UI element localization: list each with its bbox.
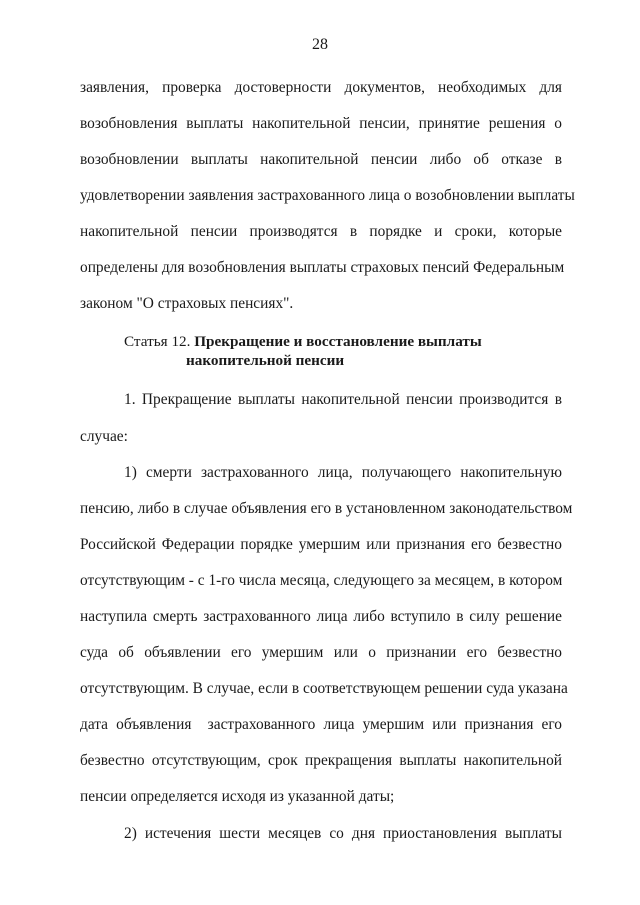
paragraph-3-line: наступила смерть застрахованного лица либо вступило в силу решение: [80, 608, 562, 625]
page-number: 28: [312, 36, 328, 53]
paragraph-3-line: отсутствующим. В случае, если в соответствующем решении суда указана: [80, 680, 568, 697]
paragraph-3-line: пенсии определяется исходя из указанной даты;: [80, 788, 395, 805]
paragraph-1-line: удовлетворении заявления застрахованного лица о возобновлении выплаты: [80, 187, 575, 204]
paragraph-3-line: суда об объявлении его умершим или о признании его безвестно: [80, 644, 562, 661]
article-title: Прекращение и восстановление выплаты: [194, 333, 482, 350]
paragraph-1-line: заявления, проверка достоверности документов, необходимых для: [80, 79, 562, 96]
paragraph-3-line: безвестно отсутствующим, срок прекращения выплаты накопительной: [80, 752, 562, 769]
paragraph-3-line: Российской Федерации порядке умершим или признания его безвестно: [80, 536, 562, 553]
paragraph-3-line: 1) смерти застрахованного лица, получающего накопительную: [124, 464, 562, 481]
article-title-continued: накопительной пенсии: [186, 352, 345, 369]
paragraph-2-line: 1. Прекращение выплаты накопительной пенсии производится в: [124, 391, 562, 408]
paragraph-4-line: 2) истечения шести месяцев со дня приостановления выплаты: [124, 825, 562, 842]
paragraph-3-line: пенсию, либо в случае объявления его в установленном законодательством: [80, 500, 573, 517]
paragraph-1-line: возобновлении выплаты накопительной пенсии либо об отказе в: [80, 151, 562, 168]
paragraph-2-line: случае:: [80, 428, 128, 445]
paragraph-3-line: отсутствующим - с 1-го числа месяца, следующего за месяцем, в котором: [80, 572, 563, 589]
paragraph-1-line: возобновления выплаты накопительной пенсии, принятие решения о: [80, 115, 562, 132]
article-number: Статья 12.: [124, 333, 191, 350]
paragraph-1-line: законом "О страховых пенсиях".: [80, 295, 294, 312]
paragraph-1-line: определены для возобновления выплаты страховых пенсий Федеральным: [80, 259, 565, 276]
paragraph-1-line: накопительной пенсии производятся в порядке и сроки, которые: [80, 223, 562, 240]
article-heading: [124, 332, 482, 352]
paragraph-3-line: дата объявления застрахованного лица умершим или признания его: [80, 716, 562, 733]
